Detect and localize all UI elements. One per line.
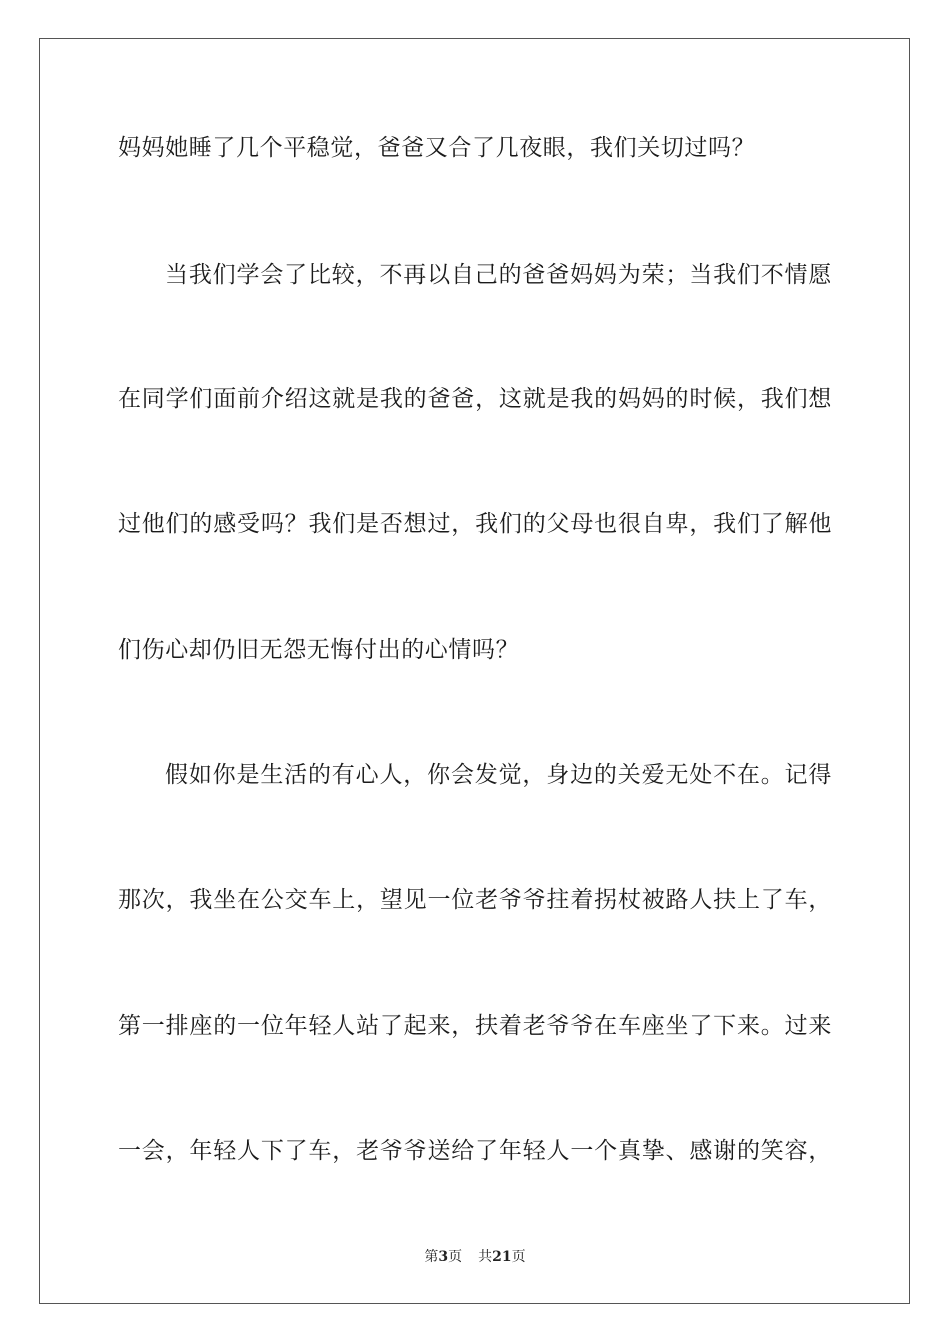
text-line: 在同学们面前介绍这就是我的爸爸，这就是我的妈妈的时候，我们想: [118, 386, 832, 412]
text-line: 一会，年轻人下了车，老爷爷送给了年轻人一个真挚、感谢的笑容，: [118, 1138, 832, 1164]
page-number: 3: [438, 1249, 449, 1265]
text-line: 们伤心却仍旧无怨无悔付出的心情吗？: [118, 637, 520, 663]
paragraph-first-line: 假如你是生活的有心人，你会发觉，身边的关爱无处不在。记得: [165, 762, 832, 788]
text-line: 第一排座的一位年轻人站了起来，扶着老爷爷在车座坐了下来。过来: [118, 1013, 832, 1039]
text-line: 妈妈她睡了几个平稳觉，爸爸又合了几夜眼，我们关切过吗？: [118, 135, 756, 161]
page-prefix: 第: [424, 1249, 439, 1265]
page-footer: [0, 1246, 950, 1266]
paragraph-first-line: 当我们学会了比较，不再以自己的爸爸妈妈为荣；当我们不情愿: [165, 262, 832, 288]
page-border: [39, 38, 910, 1304]
text-line: 那次，我坐在公交车上，望见一位老爷爷拄着拐杖被路人扶上了车，: [118, 887, 832, 913]
page-suffix: 页: [448, 1249, 463, 1265]
total-suffix: 页: [511, 1249, 526, 1265]
text-line: 过他们的感受吗？我们是否想过，我们的父母也很自卑，我们了解他: [118, 511, 832, 537]
total-pages: 21: [492, 1249, 512, 1265]
total-prefix: 共: [478, 1249, 493, 1265]
